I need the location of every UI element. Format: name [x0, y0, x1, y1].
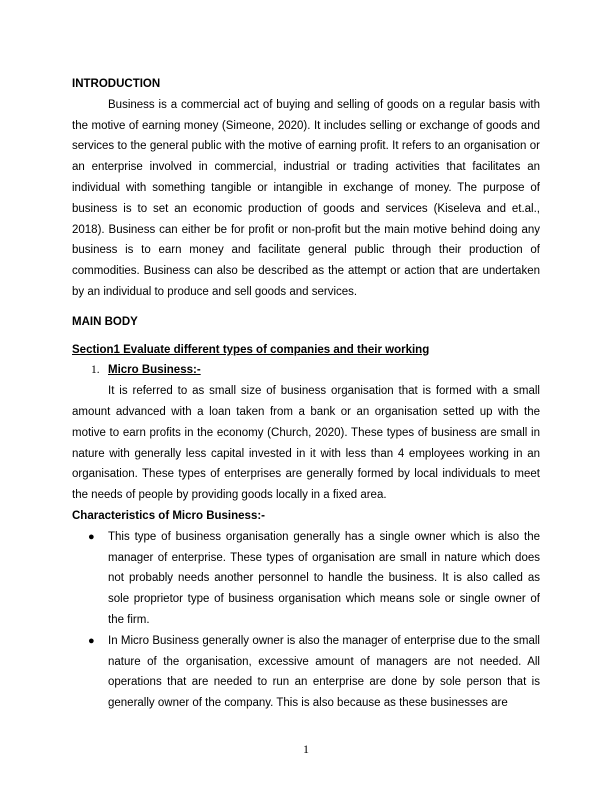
bullet-icon: ●	[88, 530, 95, 543]
section-title: Section1 Evaluate different types of companies and their working	[72, 343, 430, 356]
list-item	[72, 527, 540, 631]
main-body-heading: MAIN BODY	[72, 315, 138, 328]
list-item-text: In Micro Business generally owner is also the manager of enterprise due to the small nature of the organisation, excessive amount of managers are not needed. All operations that are needed to run an enterprise are done by sole person that is generally owner of the company. This is also because as these businesses are	[108, 634, 540, 710]
page-number: 1	[303, 742, 309, 756]
introduction-heading: INTRODUCTION	[72, 78, 161, 90]
introduction-paragraph: Business is a commercial act of buying and selling of goods on a regular basis with the motive of earning money (Simeone, 2020). It includes selling or exchange of goods and services to the general public with the motive of earning profit. It refers to an organisation or an enterprise involved in commercial, industrial or trading activities that facilitates an individual with something tangible or intangible in exchange of money. The purpose of business is to set an economic production of goods and services (Kiseleva and et.al., 2018). Business can either be for profit or non-profit but the main motive behind doing any business is to earn money and facilitate general public through their production of commodities. Business can also be described as the attempt or action that are undertaken by an individual to produce and sell goods and services.	[72, 98, 540, 298]
document-page	[72, 74, 540, 714]
numbered-item-micro-business	[72, 360, 540, 381]
list-item-text: This type of business organisation generally has a single owner which is also the manager of enterprise. These types of organisation are small in nature which does not probably needs another personnel to handle the business. It is also called as sole proprietor type of business organisation which means sole or single owner of the firm.	[108, 530, 540, 626]
item-label: Micro Business:-	[108, 364, 201, 377]
characteristics-list	[72, 527, 540, 714]
bullet-icon: ●	[88, 634, 95, 647]
list-item	[72, 631, 540, 714]
characteristics-heading: Characteristics of Micro Business:-	[72, 509, 266, 522]
item-number: 1.	[91, 364, 100, 377]
micro-business-paragraph: It is referred to as small size of business organisation that is formed with a small amount advanced with a loan taken from a bank or an organisation setted up with the motive to earn profits in the economy (Church, 2020). These types of business are small in nature with generally less capital invested in it with less than 4 employees working in an organisation. These types of enterprises are generally formed by local individuals to meet the needs of people by providing goods locally in a fixed area.	[72, 385, 540, 502]
